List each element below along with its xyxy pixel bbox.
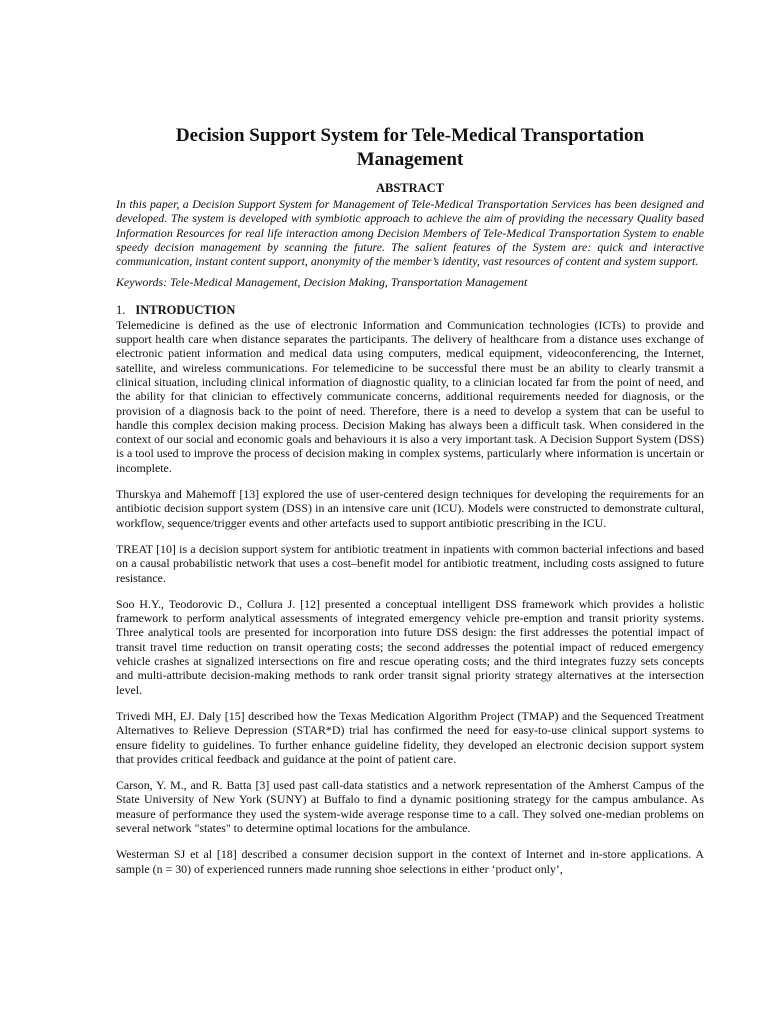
paragraph-westerman: Westerman SJ et al [18] described a consumer decision support in the context of Internet and in-store applications. A sample (n = 30) of experienced runners made running shoe selections in either ‘product only’, bbox=[116, 847, 704, 876]
paragraph-trivedi: Trivedi MH, EJ. Daly [15] described how the Texas Medication Algorithm Project (TMAP) and the Sequenced Treatment Alternatives to Relieve Depression (STAR*D) trial has confirmed the need for easy-to-use clinical support systems to ensure fidelity to guidelines. To further enhance guideline fidelity, they developed an electronic decision support system that provides critical feedback and guidance at the point of patient care. bbox=[116, 708, 704, 766]
paper-body bbox=[116, 124, 704, 876]
keywords: Keywords: Tele-Medical Management, Decision Making, Transportation Management bbox=[116, 275, 528, 290]
abstract-text: In this paper, a Decision Support System for Management of Tele-Medical Transportation Services has been designed and developed. The system is developed with symbiotic approach to achieve the aim of providing the necessary Quality based Information Resources for real life interaction among Decision Members of Tele-Medical Transportation System to enable speedy decision management by scanning the future. The salient features of the System are: quick and interactive communication, instant content support, anonymity of the member’s identity, vast resources of content and system support. bbox=[116, 197, 704, 269]
section-heading-introduction bbox=[116, 302, 704, 318]
paper-title: Decision Support System for Tele-Medical Transportation Management bbox=[175, 125, 645, 170]
paragraph-soo: Soo H.Y., Teodorovic D., Collura J. [12] presented a conceptual intelligent DSS framework which provides a holistic framework to perform analytical assessments of integrated emergency vehicle pre-emption and transit priority systems. Three analytical tools are presented for incorporation into future DSS design: the first addresses the potential impact of transit travel time reduction on transit operating costs; the second addresses the potential impact of reduced emergency vehicle crashes at signalized intersections on fire and rescue operating costs; and the third integrates fuzzy sets concepts and multi-attribute decision-making methods to rank order transit signal priority strategy alternatives at the intersection level. bbox=[116, 596, 704, 697]
paragraph-treat: TREAT [10] is a decision support system for antibiotic treatment in inpatients with common bacterial infections and based on a causal probabilistic network that uses a cost–benefit model for antibiotic treatment, including costs assigned to future resistance. bbox=[116, 541, 704, 585]
section-title: INTRODUCTION bbox=[135, 302, 236, 317]
paragraph-carson: Carson, Y. M., and R. Batta [3] used past call-data statistics and a network representation of the Amherst Campus of the State University of New York (SUNY) at Buffalo to find a dynamic positioning strategy for the campus ambulance. As measure of performance they used the system-wide average response time to a call. They solved one-median problems on several network "states" to determine optimal locations for the ambulance. bbox=[116, 778, 704, 835]
paragraph-thurskya: Thurskya and Mahemoff [13] explored the use of user-centered design techniques for developing the requirements for an antibiotic decision support system (DSS) in an intensive care unit (ICU). Models were constructed to demonstrate cultural, workflow, sequence/trigger events and other artefacts used to support antibiotic prescribing in the ICU. bbox=[116, 487, 704, 530]
abstract-heading: ABSTRACT bbox=[375, 181, 445, 195]
paragraph-telemedicine: Telemedicine is defined as the use of electronic Information and Communication technologies (ICTs) to provide and support health care when distance separates the participants. The delivery of healthcare from a distance uses exchange of electronic patient information and medical data using computers, medical equipment, videoconferencing, the Internet, satellite, and wireless communications. For telemedicine to be successful there must be an ability to clearly transmit a clinical situation, including clinical information of diagnostic quality, to a clinician located far from the point of need, and the ability for that clinician to effectively communicate concerns, additional requirements needed for diagnosis, or the provision of a diagnosis back to the point of need. Therefore, there is a need to develop a system that can be useful to handle this complex decision making process. Decision Making has always been a difficult task. When considered in the context of our social and economic goals and behaviours it is also a very important task. A Decision Support System (DSS) is a tool used to improve the process of decision making in complex systems, particularly where information is uncertain or incomplete. bbox=[116, 317, 704, 475]
section-number: 1. bbox=[116, 302, 126, 317]
